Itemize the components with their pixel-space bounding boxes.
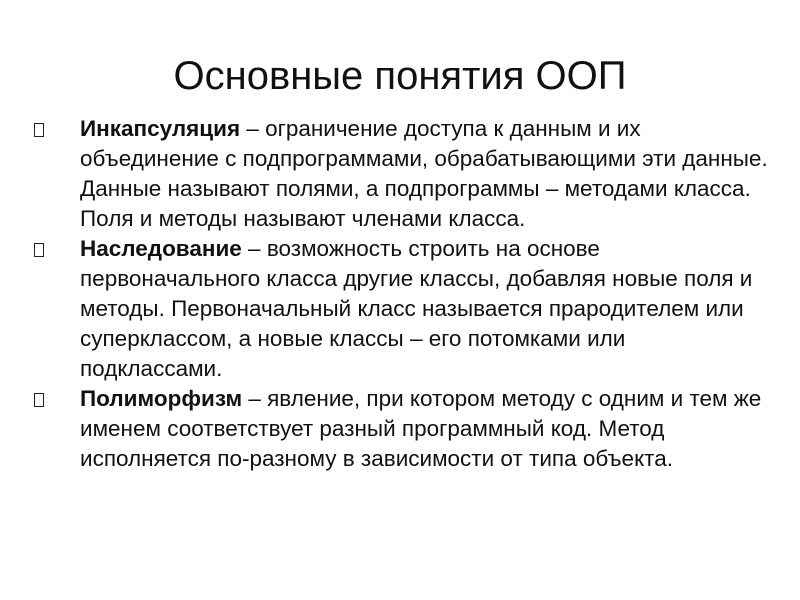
bullet-term: Полиморфизм [80,386,243,411]
bullet-item-polymorphism [32,384,772,474]
bullet-text: – явление, при котором методу с одним и тем же именем соответствует разный программный код. Метод исполняется по-разному в зависимости от типа объекта. [80,386,762,471]
slide-title: Основные понятия ООП [173,54,627,98]
bullet-list [32,114,772,474]
bullet-text: – ограничение доступа к данным и их объединение с подпрограммами, обрабатывающими эти данные. Данные называют полями, а подпрограммы – методами класса. Поля и методы называют членами класса. [80,116,768,231]
bullet-square-icon [34,243,44,257]
bullet-term: Инкапсуляция [80,116,241,141]
bullet-square-icon [34,123,44,137]
bullet-text: – возможность строить на основе первоначального класса другие классы, добавляя новые поля и методы. Первоначальный класс называется прародителем или суперклассом, а новые классы – его потомками или подклассами. [80,236,753,381]
bullet-item-inheritance [32,234,772,384]
bullet-term: Наследование [80,236,242,261]
bullet-item-encapsulation [32,114,772,234]
bullet-square-icon [34,393,44,407]
